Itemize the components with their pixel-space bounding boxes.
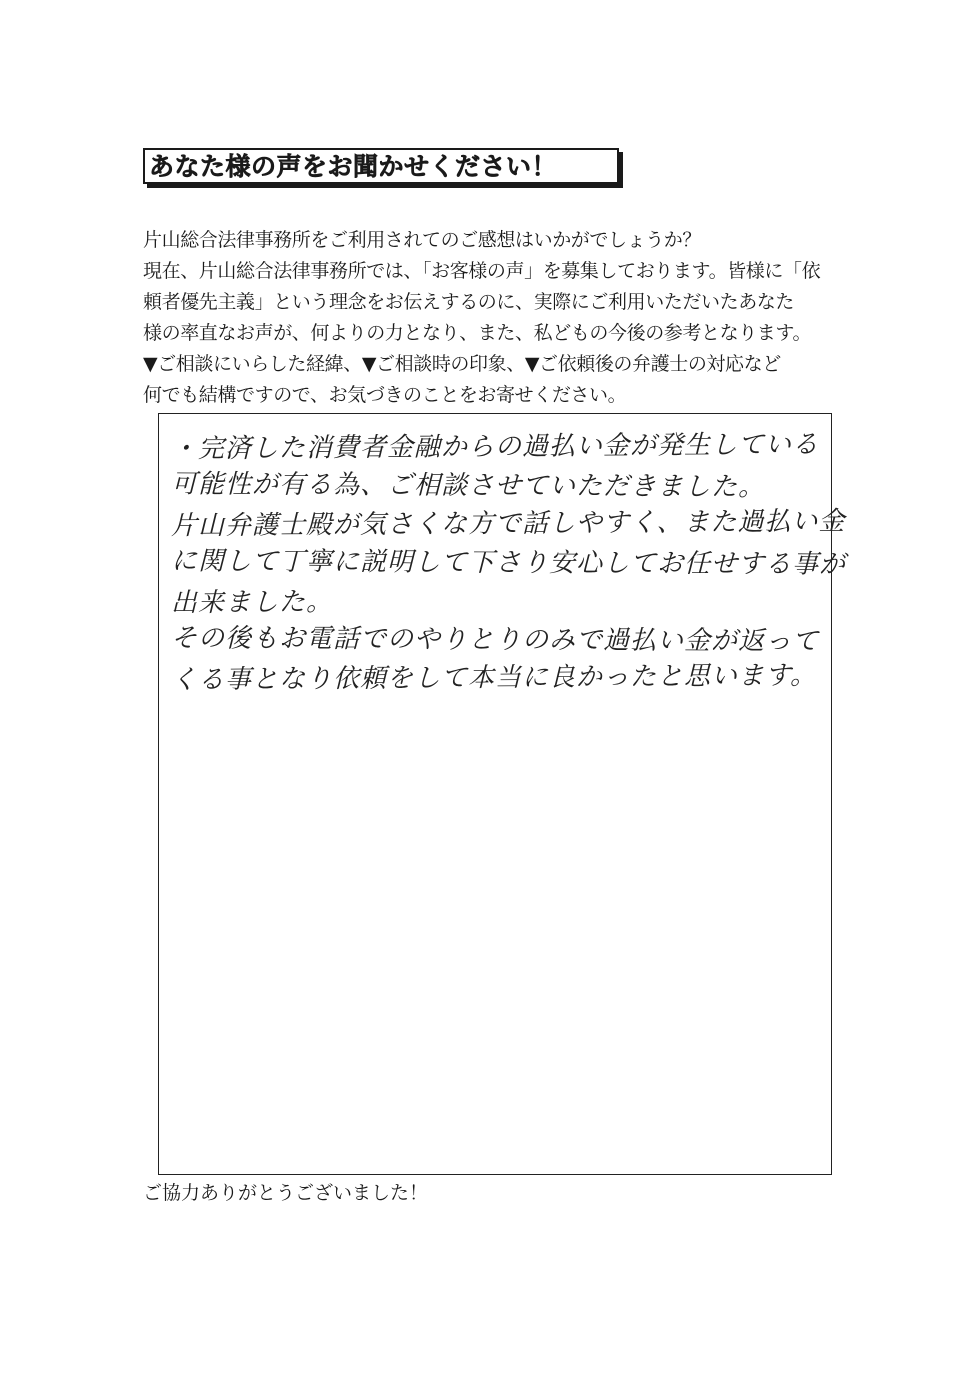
intro-line: 頼者優先主義」という理念をお伝えするのに、実際にご利用いただいたあなた xyxy=(143,291,795,313)
closing-message: ご協力ありがとうございました！ xyxy=(143,1182,429,1204)
intro-line: 現在、片山総合法律事務所では、「お客様の声」を募集しております。皆様に「依 xyxy=(143,260,821,282)
page-title: あなた様の声をお聞かせください！ xyxy=(149,152,558,181)
handwritten-line: 片山弁護士殿が気さくな方で話しやすく、また過払い金 xyxy=(170,506,846,542)
handwritten-line: に関して丁寧に説明して下さり安心してお任せする事が xyxy=(170,545,847,580)
answer-box xyxy=(158,413,847,1175)
handwritten-line: その後もお電話でのやりとりのみで過払い金が返って xyxy=(170,622,820,657)
handwritten-line: くる事となり依頼をして本当に良かったと思います。 xyxy=(170,660,818,696)
intro-line: 何でも結構ですので、お気づきのことをお寄せください。 xyxy=(143,384,627,406)
intro-paragraph xyxy=(143,225,853,411)
intro-line: 様の率直なお声が、何よりの力となり、また、私どもの今後の参考となります。 xyxy=(143,322,812,344)
intro-line: ▼ご相談にいらした経緯、▼ご相談時の印象、▼ご依頼後の弁護士の対応など xyxy=(143,353,781,375)
handwritten-comment xyxy=(170,428,847,698)
handwritten-line: ・完済した消費者金融からの過払い金が発生している xyxy=(170,429,820,465)
handwritten-line: 出来ました。 xyxy=(170,587,334,619)
page-title-box xyxy=(143,148,619,184)
handwritten-line: 可能性が有る為、ご相談させていただきました。 xyxy=(170,468,766,502)
intro-line: 片山総合法律事務所をご利用されてのご感想はいかがでしょうか？ xyxy=(143,229,702,251)
